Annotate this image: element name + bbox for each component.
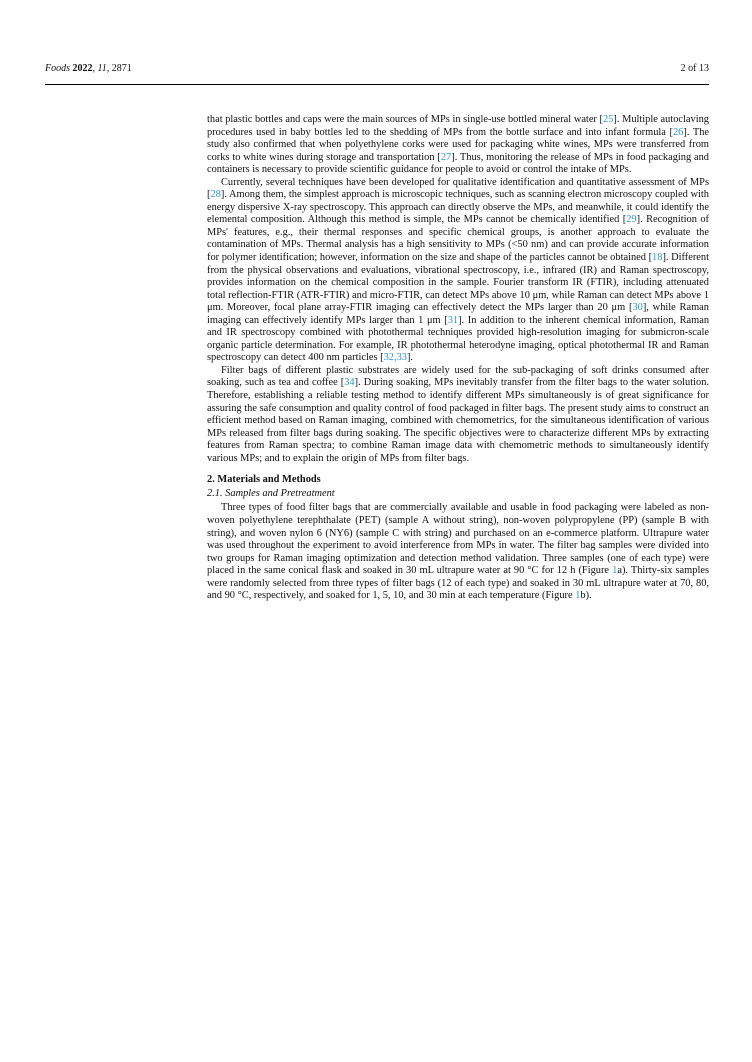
text-run: ]. (406, 352, 414, 364)
text-run: 2.1. Samples and Pretreatment (207, 487, 335, 499)
text-run: ], while Raman imaging can effectively identify MPs larger than 1 μm [ (207, 302, 709, 326)
text-run: ]. The study also confirmed that when polyethylene corks were used for packaging white wines, MPs were transferred from corks to white wines during storage and transportation [ (207, 126, 709, 163)
citation-link[interactable]: 32,33 (383, 352, 407, 364)
citation-link[interactable]: 34 (344, 377, 355, 389)
citation-link[interactable]: 18 (652, 252, 663, 264)
citation-link[interactable]: 27 (440, 151, 452, 163)
page-number: 2 of 13 (680, 63, 709, 74)
citation-link[interactable]: 31 (447, 314, 459, 326)
citation-link[interactable]: 29 (626, 214, 637, 226)
text-run-italic: Foods (45, 63, 70, 74)
text-run: , (92, 63, 98, 74)
text-run: Three types of food filter bags that are commercially available and usable in food packaging were labeled as non-woven polyethylene terephthalate (PET) (sample A without string), non-woven polypropylene (PP) (sample B with string), and woven nylon 6 (NY6) (sample C with string) and purchased on an e-commerce platform. Ultrapure water was used throughout the experiment to avoid interference from MPs in water. The filter bag samples were divided into two groups for Raman imaging optimization and detection method validation. Three samples (one of each type) were placed in the same conical flask and soaked in 30 mL ultrapure water at 90 °C for 12 h (Figure (207, 502, 709, 577)
text-run: ]. Different from the physical observations and evaluations, vibrational spectroscopy, i.e., infrared (IR) and Raman spectroscopy, provides information on the chemical composition in the sample. Fourier transform IR (FTIR), including attenuated total reflection-FTIR (ATR-FTIR) and micro-FTIR, can detect MPs above 10 μm, while Raman can detect MPs above 1 μm. Moreover, focal plane array-FTIR imaging can effectively detect the MPs larger than 20 μm [ (207, 252, 709, 314)
header-rule (45, 84, 709, 85)
page-header (45, 63, 709, 74)
citation-link[interactable]: 30 (632, 302, 643, 314)
text-run: a). Thirty-six samples were randomly selected from three types of filter bags (12 of each type) and soaked in 30 mL ultrapure water at 70, 80, and 90 °C, respectively, and soaked for 1, 5, 10, and 30 min at each temperature (Figure (207, 565, 709, 602)
article-body (207, 114, 709, 603)
text-run: ]. During soaking, MPs inevitably transfer from the filter bags to the water solution. Therefore, establishing a reliable testing method to identify different MPs simultaneously is of great significance for assuring the safe consumption and quality control of food packaged in filter bags. The present study aims to construct an efficient method based on Raman imaging, combined with chemometrics, for the simultaneous identification of various MPs released from filter bags during soaking. The specific objectives were to characterize different MPs by extracting features from Raman spectra; to combine Raman image data with chemometric methods to simultaneously identify various MPs; and to explain the origin of MPs from filter bags. (207, 377, 710, 464)
citation-link[interactable]: 25 (603, 114, 614, 125)
text-run: ]. Thus, monitoring the release of MPs in food packaging and containers is necessary to provide scientific guidance for people to avoid or control the intake of MPs. (207, 151, 710, 176)
text-run: , 2871 (106, 63, 132, 74)
paragraph (207, 365, 709, 465)
text-run-italic: 11 (97, 63, 107, 74)
text-run: 2. Materials and Methods (207, 474, 321, 486)
citation-link[interactable]: 1 (612, 565, 618, 577)
section-heading (207, 474, 709, 487)
paragraph (207, 177, 709, 365)
paragraph (207, 502, 709, 602)
text-run-bold: 2022 (72, 63, 93, 74)
citation-link[interactable]: 1 (575, 590, 581, 602)
text-run: Filter bags of different plastic substrates are widely used for the sub-packaging of soft drinks consumed after soaking, such as tea and coffee [ (207, 364, 709, 389)
text-run: that plastic bottles and caps were the main sources of MPs in single-use bottled mineral water [ (207, 114, 603, 125)
citation-link[interactable]: 26 (672, 126, 684, 138)
text-run: Currently, several techniques have been developed for qualitative identification and quantitative assessment of MPs [ (207, 176, 709, 201)
text-run: ]. Recognition of MPs' features, e.g., their thermal responses and specific chemical groups, is another approach to evaluate the contamination of MPs. Thermal analysis has a high sensitivity to MPs (<50 nm) and can provide accurate information for polymer identification; however, information on the size and shape of the particles cannot be obtained [ (207, 214, 709, 264)
text-run: ]. In addition to the inherent chemical information, Raman and IR spectroscopy combined with photothermal techniques provided high-resolution imaging for submicron-scale organic particle determination. For example, IR photothermal heterodyne imaging, optical photothermal IR and Raman spectroscopy can detect 400 nm particles [ (207, 314, 710, 364)
text-run: b). (580, 590, 592, 602)
text-run: ]. Multiple autoclaving procedures used in baby bottles led to the shedding of MPs from the bottle surface and into infant formula [ (207, 114, 709, 138)
journal-citation (45, 63, 132, 74)
subsection-heading (207, 488, 709, 501)
text-run: ]. Among them, the simplest approach is microscopic techniques, such as scanning electron microscopy coupled with energy dispersive X-ray spectroscopy. This approach can directly observe the MPs, and meanwhile, it could identify the elemental composition. Although this method is simple, the MPs cannot be chemically identified [ (207, 189, 709, 226)
citation-link[interactable]: 28 (210, 189, 221, 201)
paragraph (207, 114, 709, 177)
